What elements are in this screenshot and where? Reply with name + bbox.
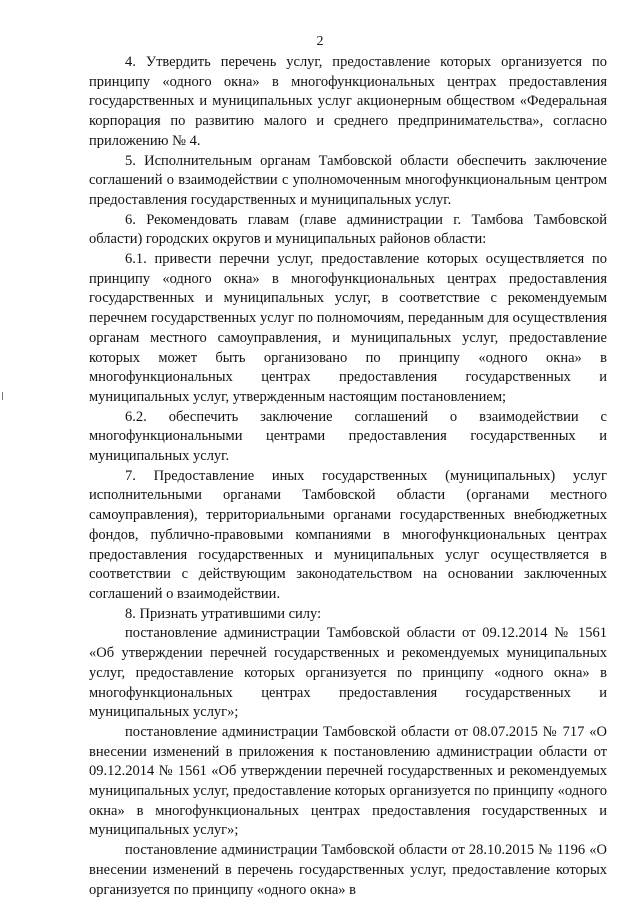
- paragraph-item-5: 5. Исполнительным органам Тамбовской области обеспечить заключение соглашений о взаимодействии с уполномоченным многофункциональным центром предоставления государственных и муниципальных услуг.: [89, 152, 607, 208]
- paragraph-item-7: 7. Предоставление иных государственных (муниципальных) услуг исполнительными органами Тамбовской области (органами местного самоуправления), территориальными органами государственных внебюджетных фондов, публично-правовыми компаниями в многофункциональных центрах предоставления государственных и муниципальных услуг осуществляется в соответствии с действующим законодательством на основании заключенных соглашений о взаимодействии.: [89, 467, 607, 602]
- paragraph-item-4: 4. Утвердить перечень услуг, предоставление которых организуется по принципу «одного окна» в многофункциональных центрах предоставления государственных и муниципальных услуг акционерным обществом «Федеральная корпорация по развитию малого и среднего предпринимательства», согласно приложению № 4.: [89, 54, 607, 149]
- paragraph-item-6: 6. Рекомендовать главам (главе администрации г. Тамбова Тамбовской области) городских округов и муниципальных районов области:: [89, 211, 607, 248]
- repealed-act-717: постановление администрации Тамбовской области от 08.07.2015 № 717 «О внесении изменений в приложения к постановлению администрации области от 09.12.2014 № 1561 «Об утверждении перечней государственных и рекомендуемых муниципальных услуг, предоставление которых организуется по принципу «одного окна» в многофункциональных центрах предоставления государственных и муниципальных услуг»;: [89, 723, 607, 839]
- paragraph-item-6-2: 6.2. обеспечить заключение соглашений о взаимодействии с многофункциональными центрами предоставления государственных и муниципальных услуг.: [89, 408, 607, 465]
- repealed-act-1561: постановление администрации Тамбовской области от 09.12.2014 № 1561 «Об утверждении перечней государственных и рекомендуемых муниципальных услуг, предоставление которых организуется по принципу «одного окна» в многофункциональных центрах предоставления государственных и муниципальных услуг»;: [89, 625, 607, 721]
- paragraph-item-8: 8. Признать утратившими силу:: [125, 605, 322, 622]
- repealed-act-1196: постановление администрации Тамбовской области от 28.10.2015 № 1196 «О внесении изменений в перечень государственных услуг, предоставление которых организуется по принципу «одного окна» в: [89, 842, 607, 898]
- margin-mark: [2, 392, 6, 400]
- page-number: 2: [316, 34, 324, 49]
- document-body: [89, 53, 607, 900]
- paragraph-item-6-1: 6.1. привести перечни услуг, предоставление которых осуществляется по принципу «одного окна» в многофункциональных центрах предоставления государственных и муниципальных услуг, в соответствие с рекомендуемым перечнем государственных услуг по полномочиям, переданным для осуществления органам местного самоуправления, и муниципальных услуг, предоставление которых может быть организовано по принципу «одного окна» в многофункциональных центрах предоставления государственных и муниципальных услуг, утвержденным настоящим постановлением;: [89, 251, 607, 405]
